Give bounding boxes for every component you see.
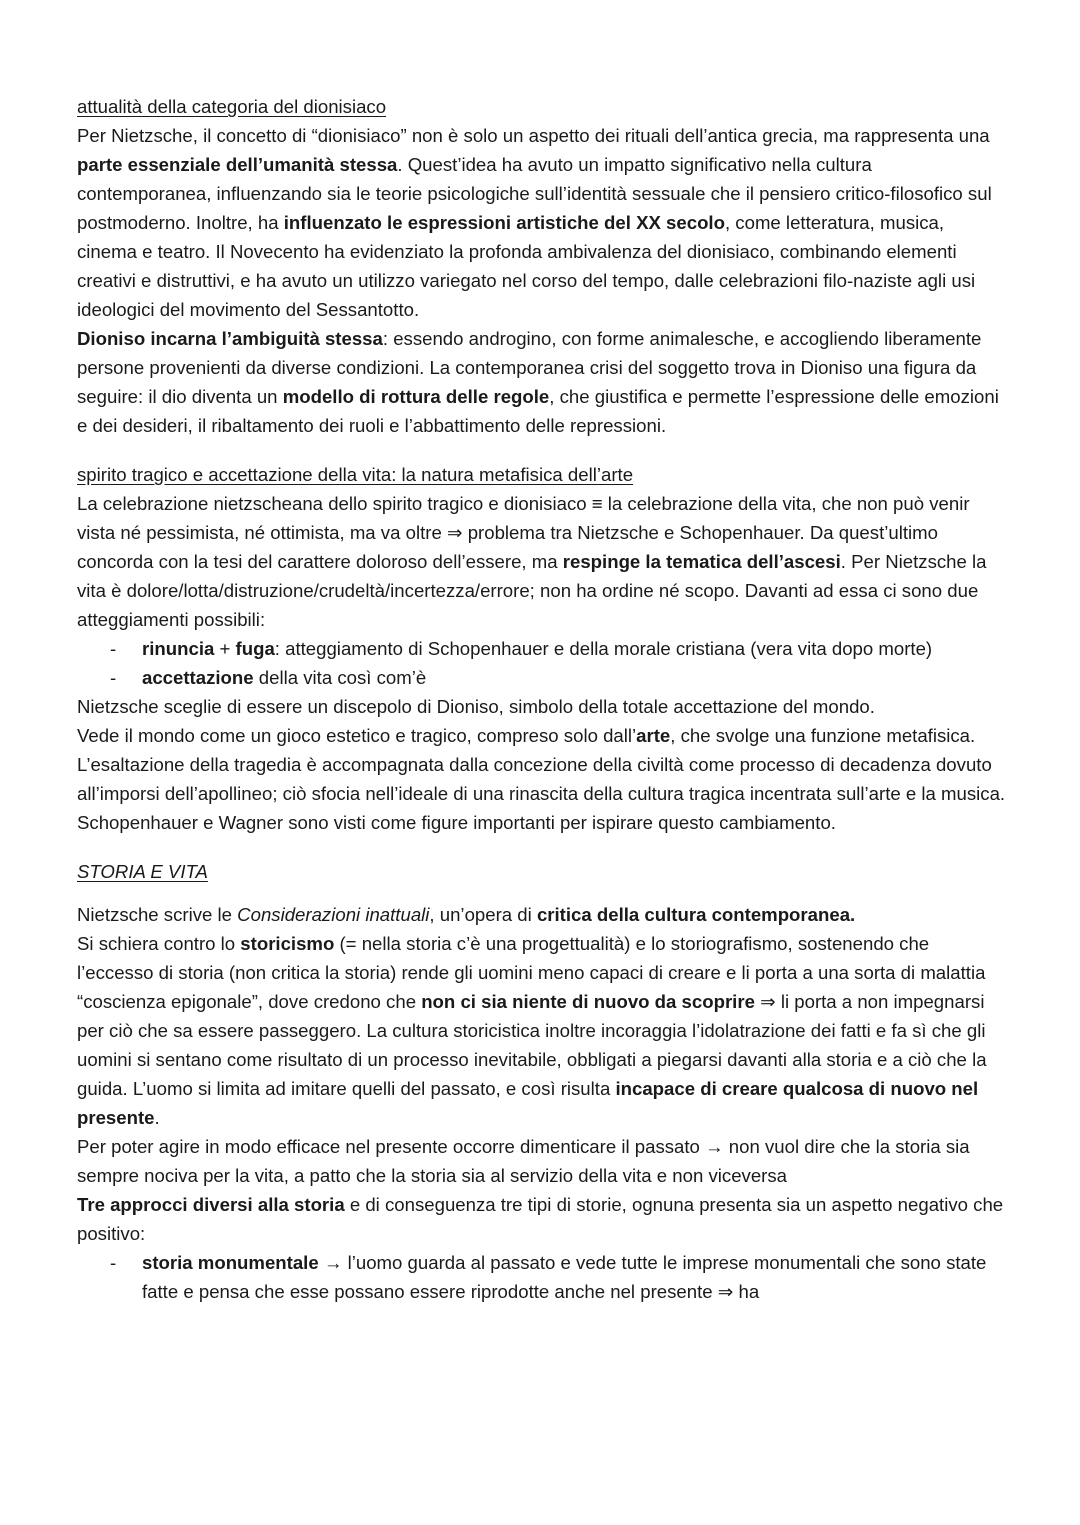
paragraph: L’esaltazione della tragedia è accompagnata dalla concezione della civiltà come processo di decadenza dovuto all’imporsi dell’apollineo; ciò sfocia nell’ideale di una rinascita della cultura tragica incentrata sull’arte e la musica. Schopenhauer e Wagner sono visti come figure importanti per ispirare questo cambiamento. <box>77 754 1006 833</box>
paragraph: Vede il mondo come un gioco estetico e tragico, compreso solo dall’arte, che svolge una funzione metafisica. <box>77 725 976 746</box>
spacer <box>77 837 1007 857</box>
section-heading-spirito-tragico: spirito tragico e accettazione della vita: la natura metafisica dell’arte <box>77 464 634 485</box>
document-page <box>77 92 1007 1306</box>
spacer <box>77 886 1007 900</box>
paragraph: Nietzsche sceglie di essere un discepolo di Dioniso, simbolo della totale accettazione del mondo. <box>77 696 875 717</box>
paragraph: Per Nietzsche, il concetto di “dionisiaco” non è solo un aspetto dei rituali dell’antica grecia, ma rappresenta una parte essenziale dell’umanità stessa. Quest’idea ha avuto un impatto significativo nella cultura contemporanea, influenzando sia le teorie psicologiche sull’identità sessuale che il pensiero critico-filosofico sul postmoderno. Inoltre, ha influenzato le espressioni artistiche del XX secolo, come letteratura, musica, cinema e teatro. Il Novecento ha evidenziato la profonda ambivalenza del dionisiaco, combinando elementi creativi e distruttivi, e ha avuto un utilizzo variegato nel corso del tempo, dalle celebrazioni filo-naziste agli usi ideologici del movimento del Sessantotto. <box>77 125 992 320</box>
history-types-list <box>77 1248 1007 1306</box>
paragraph: La celebrazione nietzscheana dello spirito tragico e dionisiaco ≡ la celebrazione della vita, che non può venir vista né pessimista, né ottimista, ma va oltre ⇒ problema tra Nietzsche e Schopenhauer. Da quest’ultimo concorda con la tesi del carattere doloroso dell’essere, ma respinge la tematica dell’ascesi. Per Nietzsche la vita è dolore/lotta/distruzione/crudeltà/incertezza/errore; non ha ordine né scopo. Davanti ad essa ci sono due atteggiamenti possibili: <box>77 493 987 630</box>
paragraph: Per poter agire in modo efficace nel presente occorre dimenticare il passato → non vuol dire che la storia sia sempre nociva per la vita, a patto che la storia sia al servizio della vita e non viceversa <box>77 1136 970 1186</box>
paragraph: Tre approcci diversi alla storia e di conseguenza tre tipi di storie, ognuna presenta sia un aspetto negativo che positivo: <box>77 1194 1004 1244</box>
paragraph: Dioniso incarna l’ambiguità stessa: essendo androgino, con forme animalesche, e accogliendo liberamente persone provenienti da diverse condizioni. La contemporanea crisi del soggetto trova in Dioniso una figura da seguire: il dio diventa un modello di rottura delle regole, che giustifica e permette l’espressione delle emozioni e dei desideri, il ribaltamento dei ruoli e l’abbattimento delle repressioni. <box>77 328 999 436</box>
paragraph: Nietzsche scrive le Considerazioni inattuali, un’opera di critica della cultura contemporanea. <box>77 904 856 925</box>
section-heading-dionisiaco: attualità della categoria del dionisiaco <box>77 96 387 117</box>
section-heading-storia-e-vita: STORIA E VITA <box>77 861 208 882</box>
list-item: - rinuncia + fuga: atteggiamento di Schopenhauer e della morale cristiana (vera vita dopo morte) <box>142 634 1007 663</box>
list-item: - accettazione della vita così com’è <box>142 663 1007 692</box>
paragraph: Si schiera contro lo storicismo (= nella storia c’è una progettualità) e lo storiografismo, sostenendo che l’eccesso di storia (non critica la storia) rende gli uomini meno capaci di creare e li porta a una sorta di malattia “coscienza epigonale”, dove credono che non ci sia niente di nuovo da scoprire ⇒ li porta a non impegnarsi per ciò che sa essere passeggero. La cultura storicistica inoltre incoraggia l’idolatrazione dei fatti e fa sì che gli uomini si sentano come risultato di un processo inevitabile, obbligati a piegarsi davanti alla storia e a ciò che la guida. L’uomo si limita ad imitare quelli del passato, e così risulta incapace di creare qualcosa di nuovo nel presente. <box>77 933 987 1128</box>
list-item: - storia monumentale → l’uomo guarda al passato e vede tutte le imprese monumentali che sono state fatte e pensa che esse possano essere riprodotte anche nel presente ⇒ ha <box>142 1248 1007 1306</box>
spacer <box>77 440 1007 460</box>
attitudes-list <box>77 634 1007 692</box>
